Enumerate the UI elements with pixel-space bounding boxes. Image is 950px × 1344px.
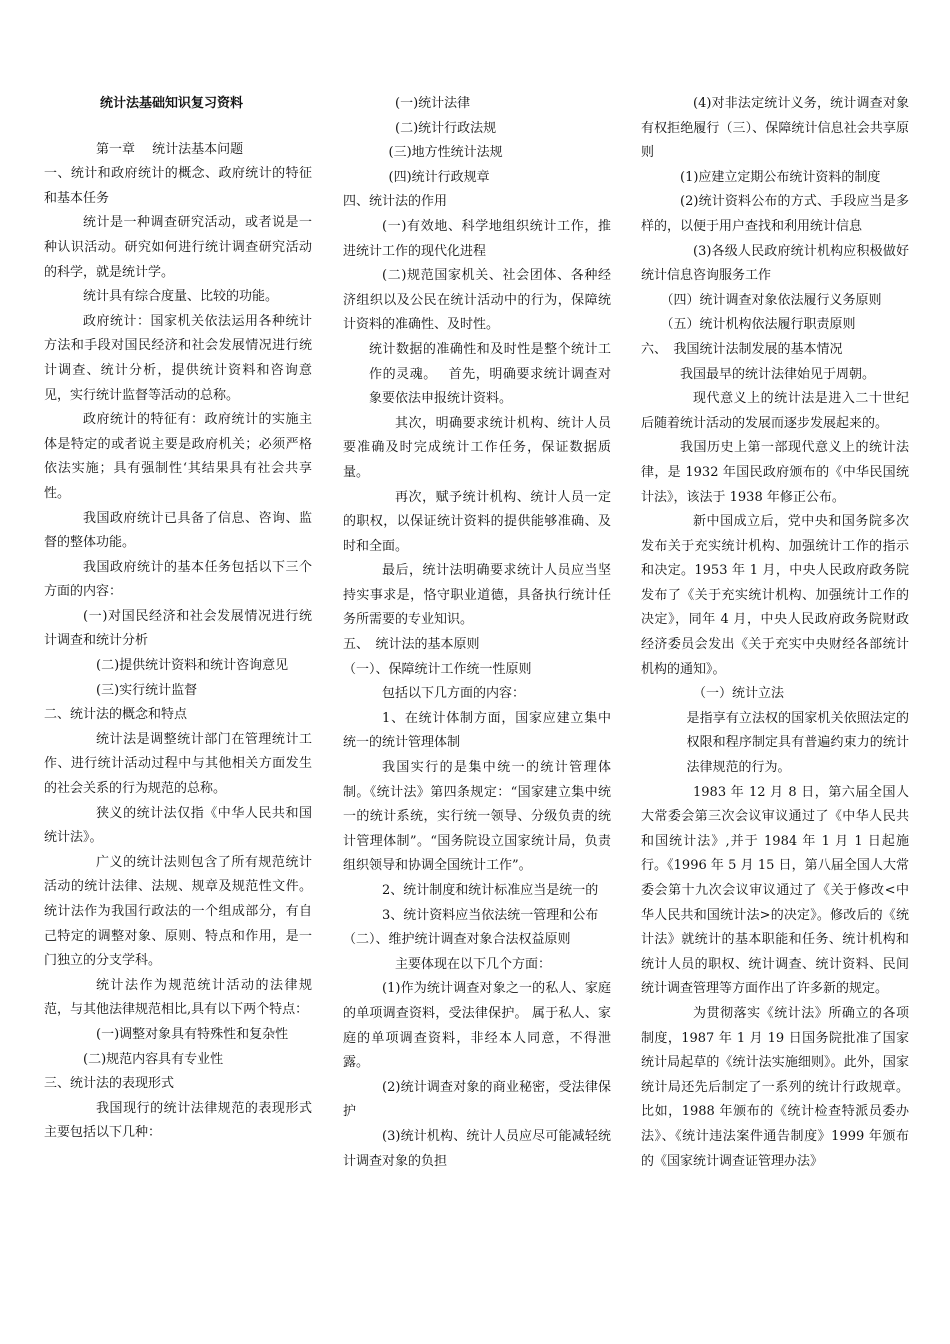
paragraph: (一)统计法律	[395, 96, 471, 111]
paragraph: 统计法是调整统计部门在管理统计工作、进行统计活动过程中与其他相关方面发生的社会关系的行为规范的总称。	[44, 731, 312, 797]
paragraph: 四、统计法的作用	[343, 194, 448, 210]
paragraph: 统计是一种调查研究活动，或者说是一种认识活动。研究如何进行统计调查研究活动的科学，就是统计学。	[44, 215, 312, 280]
paragraph: 2、统计制度和统计标准应当是统一的	[382, 883, 599, 898]
paragraph: （五）统计机构依法履行职责原则	[660, 317, 856, 333]
paragraph: 狭义的统计法仅指《中华人民共和国统计法》。	[44, 805, 312, 846]
paragraph: (二)规范内容具有专业性	[83, 1051, 224, 1067]
paragraph: 二、统计法的概念和特点	[44, 707, 188, 723]
paragraph: 政府统计的特征有：政府统计的实施主体是特定的或者说主要是政府机关；必须严格依法实施；具有强制性‘其结果具有社会共享性。	[44, 412, 312, 501]
paragraph: 主要体现在以下几个方面：	[395, 956, 552, 972]
paragraph: 统计数据的准确性和及时性是整个统计工作的灵魂。 首先，明确要求统计调查对象要依法申报统计资料。	[369, 341, 611, 407]
paragraph: （一）统计立法	[693, 686, 785, 702]
document-title: 统计法基础知识复习资料	[100, 96, 244, 111]
paragraph: 政府统计：国家机关依法运用各种统计方法和手段对国民经济和社会发展情况进行统计调查、统计分析，提供统计资料和咨询意见，实行统计监督等活动的总称。	[44, 313, 312, 403]
paragraph: （一）、保障统计工作统一性原则	[343, 661, 532, 677]
paragraph: 3、统计资料应当依法统一管理和公布	[382, 907, 599, 923]
paragraph: 我国最早的统计法律始见于周朝。	[680, 366, 876, 382]
paragraph: (3)各级人民政府统计机构应积极做好统计信息咨询服务工作	[641, 243, 909, 284]
paragraph: 一、统计和政府统计的概念、政府统计的特征和基本任务	[44, 166, 312, 206]
paragraph: 包括以下几方面的内容：	[382, 686, 526, 702]
paragraph: 统计具有综合度量、比较的功能。	[83, 289, 279, 305]
paragraph: (二)提供统计资料和统计咨询意见	[96, 658, 289, 674]
paragraph: 现代意义上的统计法是进入二十世纪后随着统计活动的发展而逐步发展起来的。	[641, 391, 909, 431]
paragraph: 我国政府统计的基本任务包括以下三个方面的内容：	[44, 559, 312, 600]
paragraph: 我国实行的是集中统一的统计管理体制。《统计法》第四条规定：“国家建立集中统一的统计系统，实行统一领导、分级负责的统计管理体制”。“国务院设立国家统计局，负责组织领导和协调全国统计工作”。	[343, 760, 611, 874]
paragraph: (3)统计机构、统计人员应尽可能减轻统计调查对象的负担	[343, 1128, 611, 1169]
paragraph: 三、统计法的表现形式	[44, 1076, 175, 1092]
paragraph: 是指享有立法权的国家机关依照法定的权限和程序制定具有普遍约束力的统计法律规范的行为。	[686, 710, 909, 776]
paragraph: (三)实行统计监督	[96, 682, 198, 698]
paragraph: 我国现行的统计法律规范的表现形式主要包括以下几种：	[44, 1100, 312, 1141]
paragraph: （四）统计调查对象依法履行义务原则	[660, 292, 882, 308]
column-left	[44, 92, 312, 1146]
paragraph: (四)统计行政规章	[388, 169, 490, 185]
paragraph: (一)对国民经济和社会发展情况进行统计调查和统计分析	[44, 608, 312, 649]
paragraph: 再次，赋予统计机构、统计人员一定的职权，以保证统计资料的提供能够准确、及时和全面。	[343, 489, 611, 554]
paragraph: (2)统计资料公布的方式、手段应当是多样的，以便于用户查找和利用统计信息	[641, 194, 909, 234]
paragraph: (1)应建立定期公布统计资料的制度	[680, 169, 881, 185]
paragraph: 我国政府统计已具备了信息、咨询、监督的整体功能。	[44, 510, 312, 551]
column-right	[641, 92, 909, 1174]
paragraph: 其次，明确要求统计机构、统计人员要准确及时完成统计工作任务，保证数据质量。	[343, 415, 611, 480]
paragraph: (一)调整对象具有特殊性和复杂性	[96, 1026, 289, 1042]
paragraph: (1)作为统计调查对象之一的私人、家庭的单项调查资料，受法律保护。 属于私人、家庭的单项调查资料，非经本人同意，不得泄露。	[343, 981, 611, 1071]
paragraph: 1983 年 12 月 8 日，第六届全国人大常委会第三次会议审议通过了《中华人民共和国统计法》,并于 1984 年 1 月 1 日起施行。《1996 年 5 月 15 日，第八届全国人大常委会第十九次会议审议通过了《关于修改<中华人民共和国统计法>的决定》。修改后的《统计法》就统计的基本职能和任务、统计机构和统计人员的职权、统计调查、统计资料、民间统计调查管理等方面作出了许多新的规定。	[641, 784, 909, 997]
paragraph: (三)地方性统计法规	[388, 145, 503, 161]
paragraph: 为贯彻落实《统计法》所确立的各项制度，1987 年 1 月 19 日国务院批准了国家统计局起草的《统计法实施细则》。此外，国家统计局还先后制定了一系列的统计行政规章。比如，1988 年颁布的《统计检查特派员委办法》、《统计违法案件通告制度》1999 年颁布的《国家统计调查证管理办法》	[641, 1005, 909, 1169]
paragraph: 五、 统计法的基本原则	[343, 637, 480, 653]
paragraph: (4)对非法定统计义务，统计调查对象有权拒绝履行（三）、保障统计信息社会共享原则	[641, 96, 909, 161]
paragraph: (二)统计行政法规	[395, 120, 497, 136]
paragraph: (一)有效地、科学地组织统计工作，推进统计工作的现代化进程	[343, 218, 611, 259]
paragraph: 广义的统计法则包含了所有规范统计活动的统计法律、法规、规章及规范性文件。统计法作为我国行政法的一个组成部分，有自己特定的调整对象、原则、特点和作用，是一门独立的分支学科。	[44, 854, 312, 969]
paragraph: 第一章 统计法基本问题	[96, 141, 244, 157]
paragraph: 我国历史上第一部现代意义上的统计法律，是 1932 年国民政府颁布的《中华民国统计法》，该法于 1938 年修正公布。	[641, 440, 909, 505]
paragraph: 新中国成立后，党中央和国务院多次发布关于充实统计机构、加强统计工作的指示和决定。1953 年 1 月，中央人民政府政务院发布了《关于充实统计机构、加强统计工作的决定》，同年 4 月，中央人民政府政务院财政经济委员会发出《关于充实中央财经各部统计机构的通知》。	[641, 514, 909, 677]
paragraph: 最后，统计法明确要求统计人员应当坚持实事求是，恪守职业道德，具备执行统计任务所需要的专业知识。	[343, 563, 611, 628]
paragraph: (二)规范国家机关、社会团体、各种经济组织以及公民在统计活动中的行为，保障统计资料的准确性、及时性。	[343, 268, 611, 333]
paragraph: 统计法作为规范统计活动的法律规范，与其他法律规范相比,具有以下两个特点：	[44, 977, 312, 1018]
paragraph: 1、在统计体制方面，国家应建立集中统一的统计管理体制	[343, 710, 611, 751]
paragraph: (2)统计调查对象的商业秘密，受法律保护	[343, 1079, 611, 1120]
paragraph: （二）、维护统计调查对象合法权益原则	[343, 932, 571, 948]
column-middle	[343, 92, 611, 1174]
paragraph: 六、 我国统计法制发展的基本情况	[641, 341, 843, 357]
